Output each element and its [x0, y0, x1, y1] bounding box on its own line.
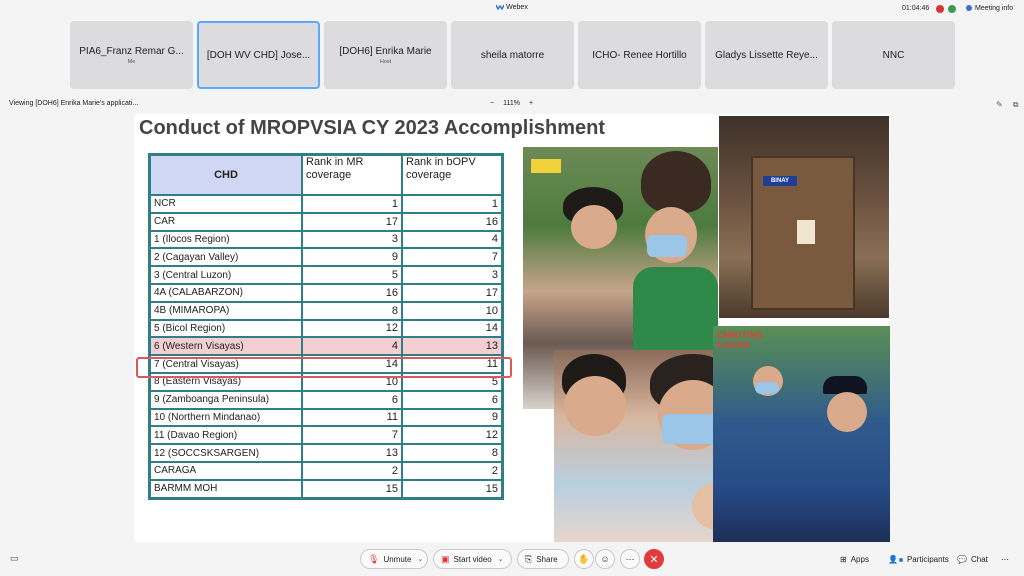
table-row	[150, 248, 503, 266]
participant-name: sheila matorre	[480, 49, 545, 61]
meeting-timer: 01:04:46	[902, 5, 930, 12]
house-marking-photo	[719, 116, 889, 318]
cell-bopv: 8	[402, 444, 503, 462]
slide-title: Conduct of MROPVSIA CY 2023 Accomplishment	[139, 117, 606, 139]
cell-mr: 14	[302, 355, 402, 373]
table-row	[150, 426, 503, 444]
table-row	[150, 213, 503, 231]
cell-mr: 2	[302, 462, 402, 480]
table-row	[150, 462, 503, 480]
cell-chd: 3 (Central Luzon)	[150, 266, 303, 284]
meeting-info-button[interactable]: Meeting info	[966, 5, 1013, 12]
sticker	[797, 220, 815, 244]
more-options-button[interactable]	[620, 549, 640, 569]
chevron-down-icon[interactable]: ⌄	[497, 556, 504, 563]
cell-bopv: 1	[402, 195, 503, 213]
pop-out-icon[interactable]: ⧉	[1012, 100, 1019, 109]
ranking-table	[148, 153, 504, 500]
participant-role: Me	[127, 58, 136, 65]
annotate-icon[interactable]: ✎	[996, 100, 1003, 109]
cell-mr: 4	[302, 337, 402, 355]
yellow-arrow-sign	[531, 159, 561, 173]
cell-bopv: 17	[402, 284, 503, 302]
cell-chd: 2 (Cagayan Valley)	[150, 248, 303, 266]
cell-mr: 8	[302, 302, 402, 320]
webex-logo-icon	[496, 4, 504, 10]
microphone-muted-icon: 🎙	[368, 553, 380, 564]
cell-bopv: 13	[402, 337, 503, 355]
table-row	[150, 320, 503, 338]
close-icon: ✕	[649, 553, 659, 566]
cell-mr: 7	[302, 426, 402, 444]
chat-icon: 💬	[957, 555, 967, 564]
cell-bopv: 14	[402, 320, 503, 338]
participant-name: [DOH6] Enrika Marie	[339, 45, 432, 57]
cell-chd: 12 (SOCCSKSARGEN)	[150, 444, 303, 462]
cell-chd: 8 (Eastern Visayas)	[150, 373, 303, 391]
info-icon	[966, 5, 972, 11]
table-row	[150, 195, 503, 213]
cell-bopv: 6	[402, 391, 503, 409]
cell-bopv: 16	[402, 213, 503, 231]
notification-dot	[899, 558, 903, 562]
participant-role: Host	[379, 58, 392, 65]
cell-chd: 9 (Zamboanga Peninsula)	[150, 391, 303, 409]
participant-name: ICHO- Renee Hortillo	[592, 49, 687, 61]
participant-tile[interactable]	[451, 21, 574, 89]
cell-bopv: 12	[402, 426, 503, 444]
cell-mr: 1	[302, 195, 402, 213]
more-menu-button[interactable]	[1001, 555, 1009, 564]
participant-name: Gladys Lissette Reye...	[715, 49, 818, 61]
table-row	[150, 284, 503, 302]
cell-chd: CAR	[150, 213, 303, 231]
unmute-button[interactable]: 🎙 Unmute ⌄	[360, 549, 428, 569]
column-header-mr: Rank in MR coverage	[302, 155, 402, 196]
cell-mr: 12	[302, 320, 402, 338]
cell-bopv: 9	[402, 409, 503, 427]
cell-bopv: 5	[402, 373, 503, 391]
table-row	[150, 480, 503, 498]
shared-screen	[134, 114, 890, 542]
security-icon	[948, 5, 956, 13]
table-row	[150, 391, 503, 409]
cell-chd: NCR	[150, 195, 303, 213]
viewing-label: Viewing [DOH6] Enrika Marie's applicati...	[9, 100, 139, 107]
cell-mr: 16	[302, 284, 402, 302]
cell-mr: 3	[302, 231, 402, 249]
hand-icon: ✋	[578, 553, 590, 564]
banner-text: CHIKITING LIGTAS	[717, 330, 763, 350]
highlight-box	[136, 357, 512, 378]
participant-tile[interactable]	[705, 21, 828, 89]
zoom-control	[490, 100, 533, 107]
chevron-down-icon[interactable]: ⌄	[417, 556, 424, 563]
cell-bopv: 7	[402, 248, 503, 266]
more-icon: ⋯	[625, 553, 635, 564]
cell-chd: 1 (Ilocos Region)	[150, 231, 303, 249]
share-icon: ⎘	[525, 553, 533, 564]
cell-chd: CARAGA	[150, 462, 303, 480]
cell-chd: 5 (Bicol Region)	[150, 320, 303, 338]
cell-bopv: 4	[402, 231, 503, 249]
cell-mr: 17	[302, 213, 402, 231]
cell-mr: 13	[302, 444, 402, 462]
cell-bopv: 10	[402, 302, 503, 320]
participant-tile[interactable]	[197, 21, 320, 89]
cell-mr: 11	[302, 409, 402, 427]
zoom-out-button[interactable]: −	[490, 100, 495, 107]
cell-chd: 7 (Central Visayas)	[150, 355, 303, 373]
cell-mr: 15	[302, 480, 402, 498]
cell-chd: 4A (CALABARZON)	[150, 284, 303, 302]
cell-chd: 6 (Western Visayas)	[150, 337, 303, 355]
participant-name: NNC	[882, 49, 905, 61]
video-off-icon: ▣	[441, 553, 450, 564]
table-row	[150, 409, 503, 427]
apps-icon: ⊞	[840, 555, 847, 564]
cell-bopv: 15	[402, 480, 503, 498]
table-row	[150, 231, 503, 249]
share-button[interactable]: ⎘ Share	[517, 549, 569, 569]
cell-mr: 10	[302, 373, 402, 391]
cell-mr: 6	[302, 391, 402, 409]
cell-chd: 4B (MIMAROPA)	[150, 302, 303, 320]
column-header-chd: CHD	[150, 155, 303, 196]
chat-button[interactable]: 💬 Chat	[957, 555, 988, 564]
participant-name: PIA6_Franz Remar G...	[79, 45, 184, 57]
zoom-level[interactable]: 111%	[503, 100, 520, 107]
meeting-controls	[0, 546, 1024, 572]
more-icon: ⋯	[1001, 555, 1009, 564]
cell-chd: 11 (Davao Region)	[150, 426, 303, 444]
leave-meeting-button[interactable]	[644, 549, 664, 569]
cell-chd: BARMM MOH	[150, 480, 303, 498]
cell-mr: 5	[302, 266, 402, 284]
table-row	[150, 302, 503, 320]
cell-chd: 10 (Northern Mindanao)	[150, 409, 303, 427]
apps-button[interactable]: ⊞ Apps	[840, 555, 869, 564]
title-bar	[0, 0, 1024, 18]
cell-bopv: 2	[402, 462, 503, 480]
participant-tile[interactable]	[832, 21, 955, 89]
participant-name: [DOH WV CHD] Jose...	[206, 49, 311, 61]
start-video-button[interactable]: ▣ Start video ⌄	[433, 549, 512, 569]
cell-bopv: 11	[402, 355, 503, 373]
app-title: Webex	[0, 4, 1024, 11]
participants-icon: 👤	[888, 555, 898, 564]
zoom-in-button[interactable]: +	[528, 100, 534, 107]
house-sign: BINAY	[763, 176, 797, 186]
recording-icon	[936, 5, 944, 13]
participant-tile[interactable]	[324, 21, 447, 89]
column-header-bopv: Rank in bOPV coverage	[402, 155, 503, 196]
cell-mr: 9	[302, 248, 402, 266]
table-row	[150, 444, 503, 462]
participants-button[interactable]: 👤 Participants	[888, 555, 949, 564]
raise-hand-button[interactable]	[574, 549, 594, 569]
table-row	[150, 337, 503, 355]
table-row	[150, 266, 503, 284]
cell-bopv: 3	[402, 266, 503, 284]
participant-tile[interactable]	[70, 21, 193, 89]
participant-tile[interactable]	[578, 21, 701, 89]
reactions-button[interactable]	[595, 549, 615, 569]
vaccination-photo-3	[713, 326, 890, 542]
smiley-icon: ☺	[600, 554, 610, 564]
captions-icon[interactable]: ▭	[10, 553, 19, 563]
